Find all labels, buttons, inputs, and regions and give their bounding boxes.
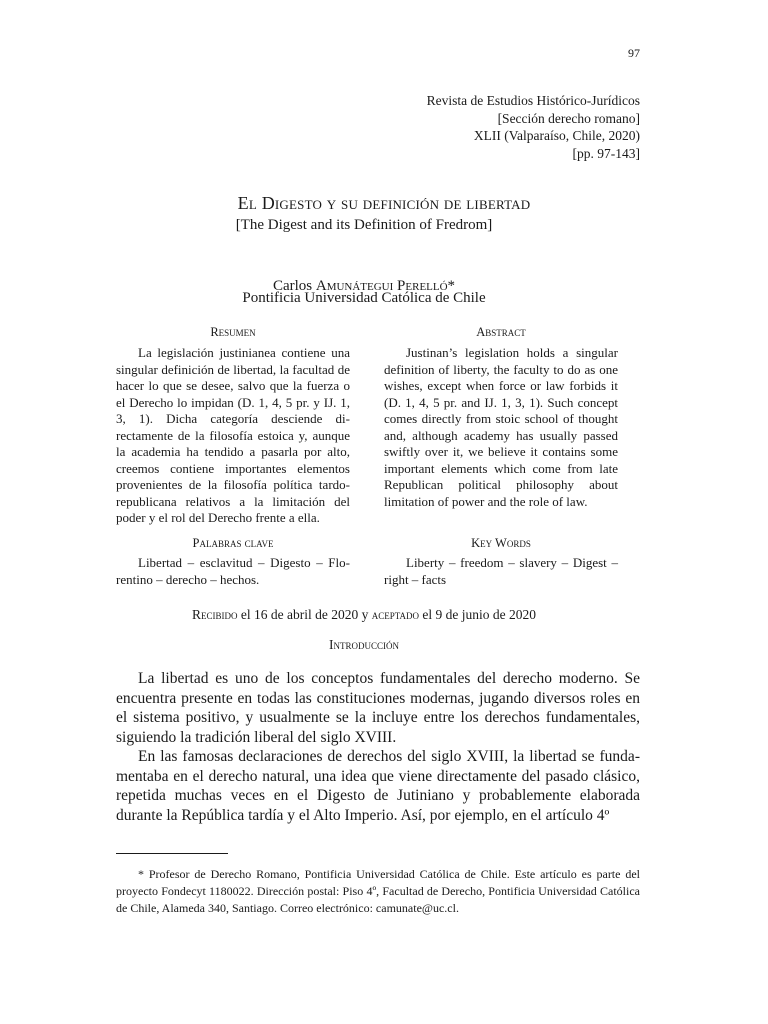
key-words-heading: Key Words bbox=[471, 536, 531, 550]
palabras-clave-text: Libertad – esclavitud – Digesto – Florentino – derecho – hechos. bbox=[116, 555, 350, 587]
article-title: El Digesto y su definición de libertad bbox=[237, 193, 531, 213]
journal-volume: XLII (Valparaíso, Chile, 2020) bbox=[473, 128, 640, 143]
footnote: * Profesor de Derecho Romano, Pontificia Universidad Católica de Chile. Este artículo es parte del proyecto Fondecyt 1180022. Dirección postal: Piso 4º, Facultad de Derecho, Pontificia Universidad Católica de Chile, Alameda 340, Santiago. Correo electrónico: camunate@uc.cl. bbox=[116, 867, 640, 915]
received-label: Recibido bbox=[192, 607, 238, 622]
received-date: el 16 de abril de 2020 y bbox=[237, 607, 372, 622]
abstract-heading: Abstract bbox=[476, 325, 526, 339]
resumen-text: La legislación justinianea contiene una singular definición de libertad, la facultad de hacer lo que se desee, salvo que la fuerza o el Derecho lo impidan (D. 1, 4, 5 pr. y IJ. 1, 3, 1). Dicha categoría desciende directamente de la filosofía estoica y, aunque la academia ha tendido a pasarla por alto, creemos contiene importantes elementos provenientes de la filosofía política tardorepublicana relativos a la limitación del poder y el rol del Derecho frente a ella. bbox=[116, 345, 350, 525]
resumen-heading: Resumen bbox=[210, 325, 256, 339]
author-footnote-mark: * bbox=[447, 278, 456, 294]
abstract-text: Justinan’s legislation holds a singular definition of liberty, the faculty to do as one wishes, except when force or law forbids it (D. 1, 4, 5 pr. and IJ. 1, 3, 1). Such concept comes directly from stoic school of thought and, although academy has usually passed swiftly over it, we believe it contains some important elements which come from late Republican political philosophy about limitation of power and the role of law. bbox=[384, 345, 618, 509]
author-first-name: Carlos bbox=[272, 278, 313, 294]
body-paragraph-1: La libertad es uno de los conceptos fundamentales del derecho moderno. Se encuentra presente en todas las constituciones modernas, jugando diversos roles en el sistema positivo, y usualmente se la incluye entre los derechos fundamentales, siguiendo la tradición liberal del siglo XVIII. bbox=[116, 670, 640, 746]
body-paragraph-2: En las famosas declaraciones de derechos del siglo XVIII, la libertad se fundamentaba en el derecho natural, una idea que viene directamente del pasado clásico, repetida muchas veces en el Digesto de Jutiniano y probablemente elaborada durante la República tardía y el Alto Imperio. Así, por ejemplo, en el artículo 4º bbox=[116, 748, 640, 824]
key-words-text: Liberty – freedom – slavery – Digest – right – facts bbox=[384, 555, 618, 587]
journal-header bbox=[427, 92, 640, 162]
author-affiliation: Pontificia Universidad Católica de Chile bbox=[242, 290, 486, 306]
accepted-label: aceptado bbox=[371, 607, 420, 622]
author-last-name: Amunátegui Perelló bbox=[315, 278, 448, 294]
palabras-clave-heading: Palabras clave bbox=[192, 536, 274, 550]
journal-pages: [pp. 97-143] bbox=[572, 145, 640, 161]
section-heading-introduccion: Introducción bbox=[329, 637, 399, 652]
article-subtitle: [The Digest and its Definition of Fredrom] bbox=[235, 217, 493, 233]
page-number: 97 bbox=[628, 46, 640, 60]
received-line bbox=[0, 606, 728, 624]
accepted-date: el 9 de junio de 2020 bbox=[419, 607, 536, 622]
footnote-divider bbox=[116, 853, 228, 854]
journal-name: Revista de Estudios Histórico-Jurídicos bbox=[426, 93, 640, 108]
journal-section: [Sección derecho romano] bbox=[497, 110, 640, 126]
body-text bbox=[116, 669, 640, 825]
